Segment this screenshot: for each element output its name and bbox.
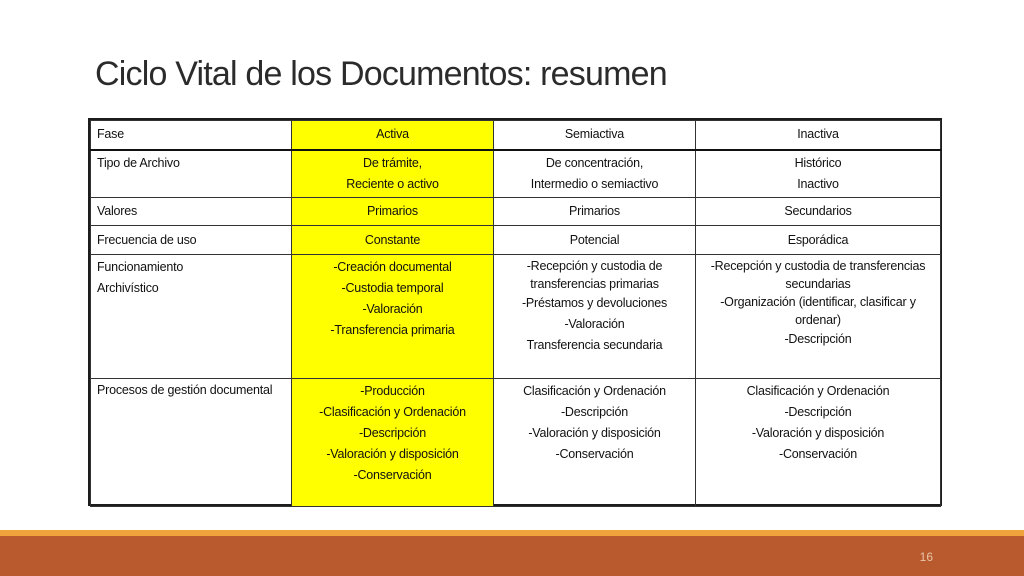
table-row-tipo-archivo — [91, 150, 941, 198]
cell-line: -Valoración y disposición — [528, 426, 661, 440]
row-label-line: Valores — [97, 204, 138, 218]
cell-line: -Recepción y custodia de transferencias secundarias — [710, 259, 926, 291]
cell-line: -Transferencia primaria — [330, 323, 455, 337]
cell-line: -Recepción y custodia de transferencias primarias — [526, 259, 663, 291]
cell-line: -Descripción — [784, 405, 852, 419]
cell-line: Inactivo — [797, 176, 839, 191]
cell-line: -Valoración — [362, 302, 423, 316]
header-semiactiva: Semiactiva — [494, 121, 696, 150]
cell-line: -Valoración y disposición — [751, 426, 885, 440]
cell-line: Reciente o activo — [346, 176, 439, 191]
cell-line: Primarios — [569, 204, 620, 218]
row-label — [91, 255, 292, 379]
cell-line: Clasificación y Ordenación — [746, 384, 890, 398]
cell-line: Intermedio o semiactivo — [530, 176, 659, 191]
row-label-line: Frecuencia de uso — [97, 232, 197, 247]
cell-semiactiva — [494, 198, 696, 226]
cell-semiactiva — [494, 150, 696, 198]
table-header-row — [91, 121, 941, 150]
cell-line: -Préstamos y devoluciones — [521, 296, 668, 310]
cell-line: Potencial — [569, 232, 620, 247]
cell-activa — [292, 226, 494, 255]
cell-line: -Descripción — [358, 426, 427, 440]
cell-line: -Producción — [360, 384, 425, 398]
cell-activa — [292, 379, 494, 507]
cell-activa — [292, 150, 494, 198]
table-row-valores — [91, 198, 941, 226]
slide-title: Ciclo Vital de los Documentos: resumen — [95, 55, 667, 93]
row-label — [91, 226, 292, 255]
row-label-line: Tipo de Archivo — [97, 155, 180, 170]
header-inactiva: Inactiva — [696, 121, 941, 150]
cell-line: -Conservación — [353, 468, 432, 482]
header-activa: Activa — [292, 121, 494, 150]
cell-line: -Clasificación y Ordenación — [319, 405, 466, 419]
header-fase: Fase — [91, 121, 292, 150]
cell-semiactiva — [494, 226, 696, 255]
cell-line: Clasificación y Ordenación — [523, 384, 666, 398]
cell-line: Primarios — [367, 204, 418, 218]
cell-line: -Conservación — [555, 447, 634, 461]
table-row-frecuencia — [91, 226, 941, 255]
cell-line: De trámite, — [363, 155, 422, 170]
cell-inactiva — [696, 150, 941, 198]
row-label-line: Funcionamiento — [97, 260, 184, 274]
cell-line: -Organización (identificar, clasificar y ordenar) — [720, 295, 916, 327]
cell-line: Constante — [364, 232, 421, 247]
row-label — [91, 150, 292, 198]
page-number: 16 — [919, 550, 933, 564]
row-label — [91, 379, 292, 507]
row-label-line: Procesos de gestión documental — [97, 383, 273, 397]
cell-inactiva — [696, 226, 941, 255]
cell-semiactiva — [494, 255, 696, 379]
cell-line: Transferencia secundaria — [526, 338, 663, 352]
cell-line: -Valoración — [564, 317, 625, 331]
cell-line: Esporádica — [787, 232, 849, 247]
footer-bar — [0, 536, 1024, 576]
row-label — [91, 198, 292, 226]
table-row-procesos — [91, 379, 941, 507]
cell-line: Secundarios — [784, 204, 852, 218]
cell-line: -Creación documental — [333, 260, 452, 274]
cell-inactiva — [696, 198, 941, 226]
cell-activa — [292, 198, 494, 226]
lifecycle-table-container — [88, 118, 942, 506]
cell-activa — [292, 255, 494, 379]
row-label-line: Archivístico — [97, 281, 159, 295]
lifecycle-table — [90, 120, 941, 507]
cell-line: Histórico — [794, 155, 842, 170]
cell-inactiva — [696, 379, 941, 507]
cell-line: -Custodia temporal — [341, 281, 444, 295]
table-row-funcionamiento — [91, 255, 941, 379]
cell-inactiva — [696, 255, 941, 379]
cell-line: De concentración, — [545, 155, 644, 170]
cell-line: -Descripción — [784, 332, 852, 346]
cell-semiactiva — [494, 379, 696, 507]
cell-line: -Descripción — [560, 405, 629, 419]
cell-line: -Valoración y disposición — [326, 447, 459, 461]
cell-line: -Conservación — [779, 447, 857, 461]
